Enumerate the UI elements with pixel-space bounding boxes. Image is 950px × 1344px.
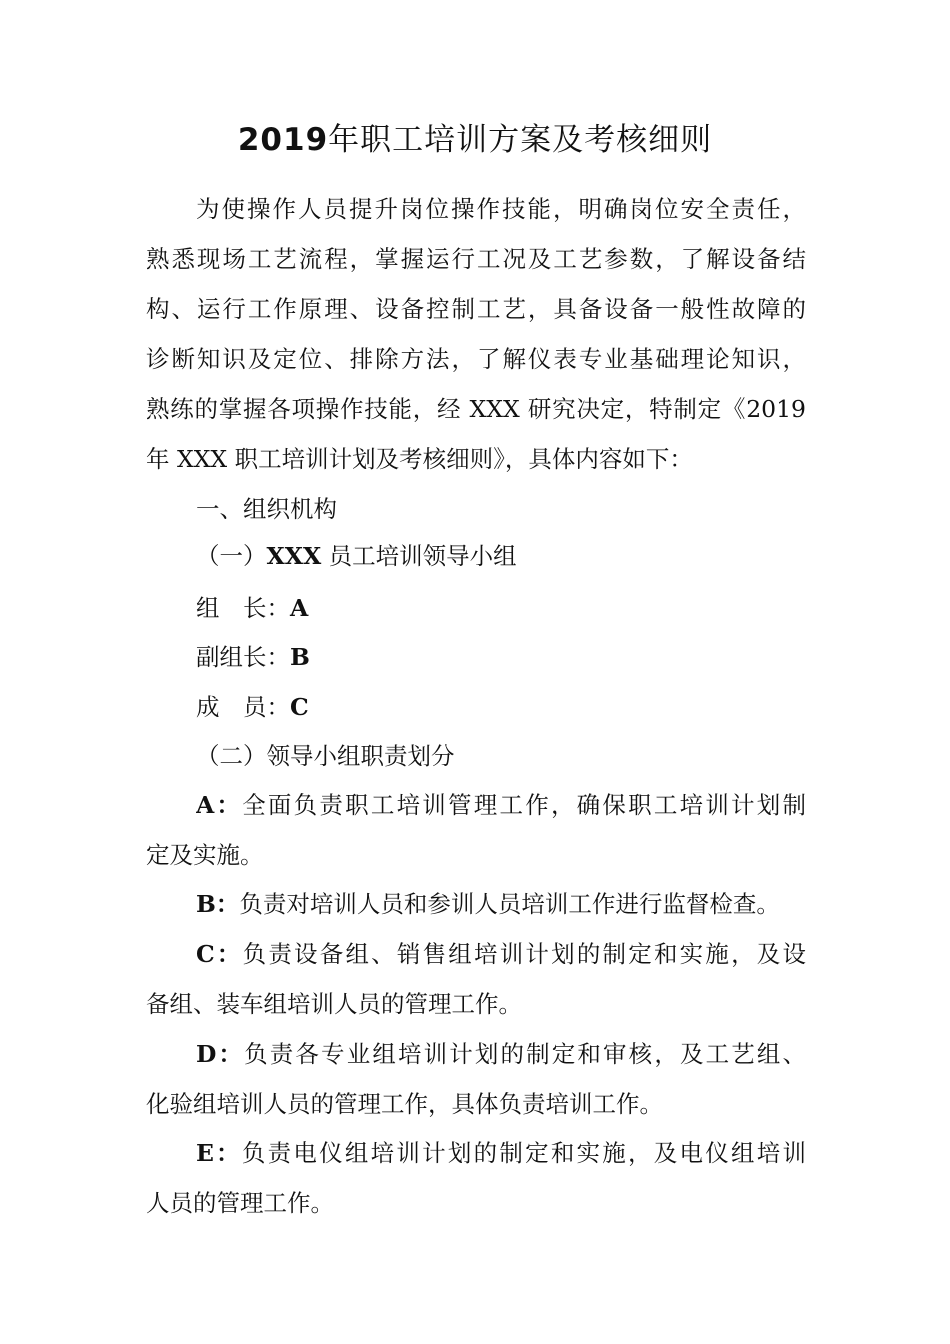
- duty-d-line-1: [196, 1029, 806, 1079]
- subsection-heading-1: [196, 531, 806, 581]
- member-label: 副组长：: [196, 643, 290, 671]
- duty-text: 全面负责职工培训管理工作，确保职工培训计划制: [242, 791, 806, 819]
- intro-line-2: 熟悉现场工艺流程，掌握运行工况及工艺参数，了解设备结: [146, 245, 806, 273]
- duty-b-line-1: [196, 879, 806, 929]
- document-title: [0, 116, 950, 164]
- duty-e-line-2: 人员的管理工作。: [146, 1189, 334, 1217]
- title-year: 2019: [237, 122, 329, 158]
- sub1-rest: 员工培训领导小组: [321, 542, 517, 570]
- duty-key: A：: [196, 791, 243, 819]
- duty-text: 负责对培训人员和参训人员培训工作进行监督检查。: [239, 890, 780, 918]
- member-row-members: [196, 682, 806, 732]
- duty-key: C：: [196, 940, 243, 968]
- section-heading: 一、组织机构: [196, 495, 337, 523]
- member-value: A: [290, 594, 309, 622]
- duty-key: B：: [196, 890, 240, 918]
- intro-line-3: 构、运行工作原理、设备控制工艺，具备设备一般性故障的: [146, 295, 806, 323]
- intro-line-4: 诊断知识及定位、排除方法，了解仪表专业基础理论知识，: [146, 345, 806, 373]
- duty-c-line-2: 备组、装车组培训人员的管理工作。: [146, 990, 522, 1018]
- duty-text: 负责设备组、销售组培训计划的制定和实施，及设: [242, 940, 806, 968]
- member-label: 成 员：: [196, 693, 290, 721]
- duty-c-line-1: [196, 929, 806, 979]
- duty-key: E：: [196, 1139, 242, 1167]
- member-value: C: [290, 693, 309, 721]
- duty-text: 负责电仪组培训计划的制定和实施，及电仪组培训: [241, 1139, 806, 1167]
- subsection-heading-2: （二）领导小组职责划分: [196, 742, 455, 770]
- member-row-leader: [196, 583, 806, 633]
- member-label: 组 长：: [196, 594, 290, 622]
- duty-d-line-2: 化验组培训人员的管理工作，具体负责培训工作。: [146, 1090, 663, 1118]
- duty-key: D：: [196, 1040, 245, 1068]
- member-row-deputy: [196, 632, 806, 682]
- sub1-prefix: （一）: [196, 542, 267, 570]
- duty-a-line-1: [196, 780, 806, 830]
- duty-a-line-2: 定及实施。: [146, 841, 264, 869]
- intro-line-1: 为使操作人员提升岗位操作技能，明确岗位安全责任，: [196, 195, 806, 223]
- title-text: 年职工培训方案及考核细则: [328, 122, 713, 158]
- intro-line-6: 年 XXX 职工培训计划及考核细则》，具体内容如下：: [146, 445, 693, 473]
- member-value: B: [290, 643, 310, 671]
- intro-line-5: 熟练的掌握各项操作技能，经 XXX 研究决定，特制定《2019: [146, 395, 806, 423]
- duty-e-line-1: [196, 1128, 806, 1178]
- sub1-bold: XXX: [266, 542, 322, 570]
- duty-text: 负责各专业组培训计划的制定和审核，及工艺组、: [244, 1040, 806, 1068]
